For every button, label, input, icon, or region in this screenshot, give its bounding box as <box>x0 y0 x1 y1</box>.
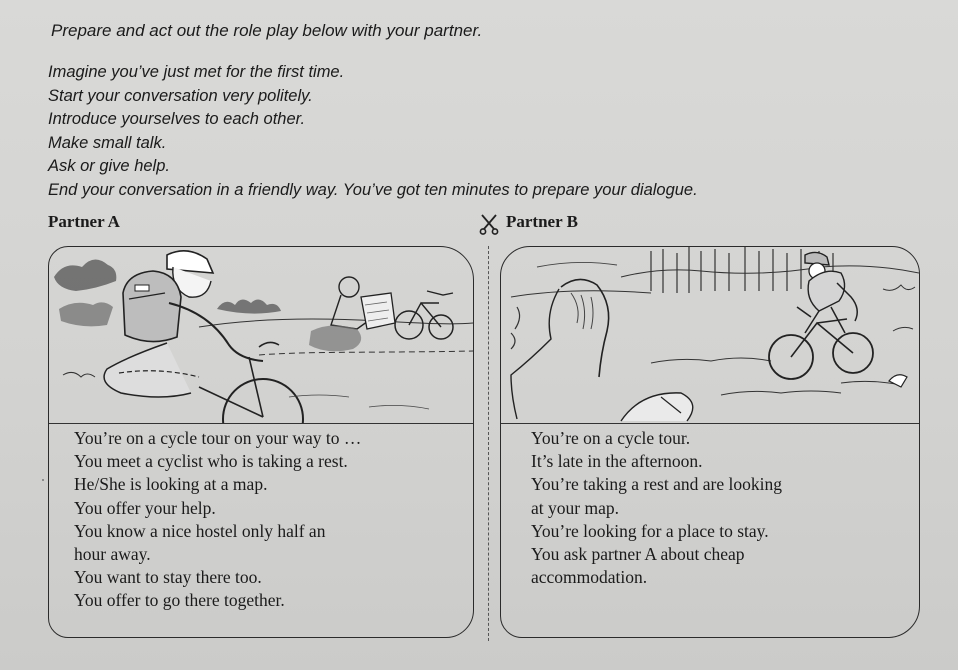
role-line: You meet a cyclist who is taking a rest. <box>74 451 348 472</box>
role-line: You ask partner A about cheap <box>531 544 745 565</box>
instruction-item: Ask or give help. <box>48 157 170 176</box>
cut-line <box>488 246 489 641</box>
partner-b-card <box>500 246 920 638</box>
role-line: hour away. <box>74 544 151 565</box>
instruction-item: End your conversation in a friendly way. You’ve got ten minutes to prepare your dialogue. <box>48 180 698 199</box>
partner-a-card <box>48 246 474 638</box>
partner-b-role-lines <box>531 427 782 589</box>
role-line: You’re taking a rest and are looking <box>531 474 782 495</box>
role-line: You’re on a cycle tour on your way to … <box>74 428 362 448</box>
instruction-list <box>48 61 698 203</box>
scissors-icon <box>479 213 499 235</box>
partner-b-label: Partner B <box>506 212 578 231</box>
role-line: You’re looking for a place to stay. <box>531 520 769 541</box>
role-line: You offer to go there together. <box>74 590 285 611</box>
role-line: You want to stay there too. <box>74 567 262 588</box>
role-line: You’re on a cycle tour. <box>531 428 691 448</box>
partner-a-role-lines <box>74 427 361 613</box>
role-line: You offer your help. <box>74 497 216 518</box>
instruction-item: Introduce yourselves to each other. <box>48 110 306 129</box>
partner-a-illustration <box>49 247 473 424</box>
activity-heading: Prepare and act out the role play below with your partner. <box>51 21 483 40</box>
instruction-item: Start your conversation very politely. <box>48 86 313 105</box>
role-line: He/She is looking at a map. <box>74 474 268 495</box>
scan-speck <box>42 479 44 481</box>
instruction-item: Make small talk. <box>48 133 167 152</box>
partner-a-label: Partner A <box>48 212 120 231</box>
role-line: at your map. <box>531 497 619 518</box>
role-line: accommodation. <box>531 567 648 588</box>
role-line: It’s late in the afternoon. <box>531 451 703 472</box>
instruction-item: Imagine you’ve just met for the first time. <box>48 63 345 81</box>
partner-b-illustration <box>501 247 919 424</box>
role-line: You know a nice hostel only half an <box>74 520 326 541</box>
